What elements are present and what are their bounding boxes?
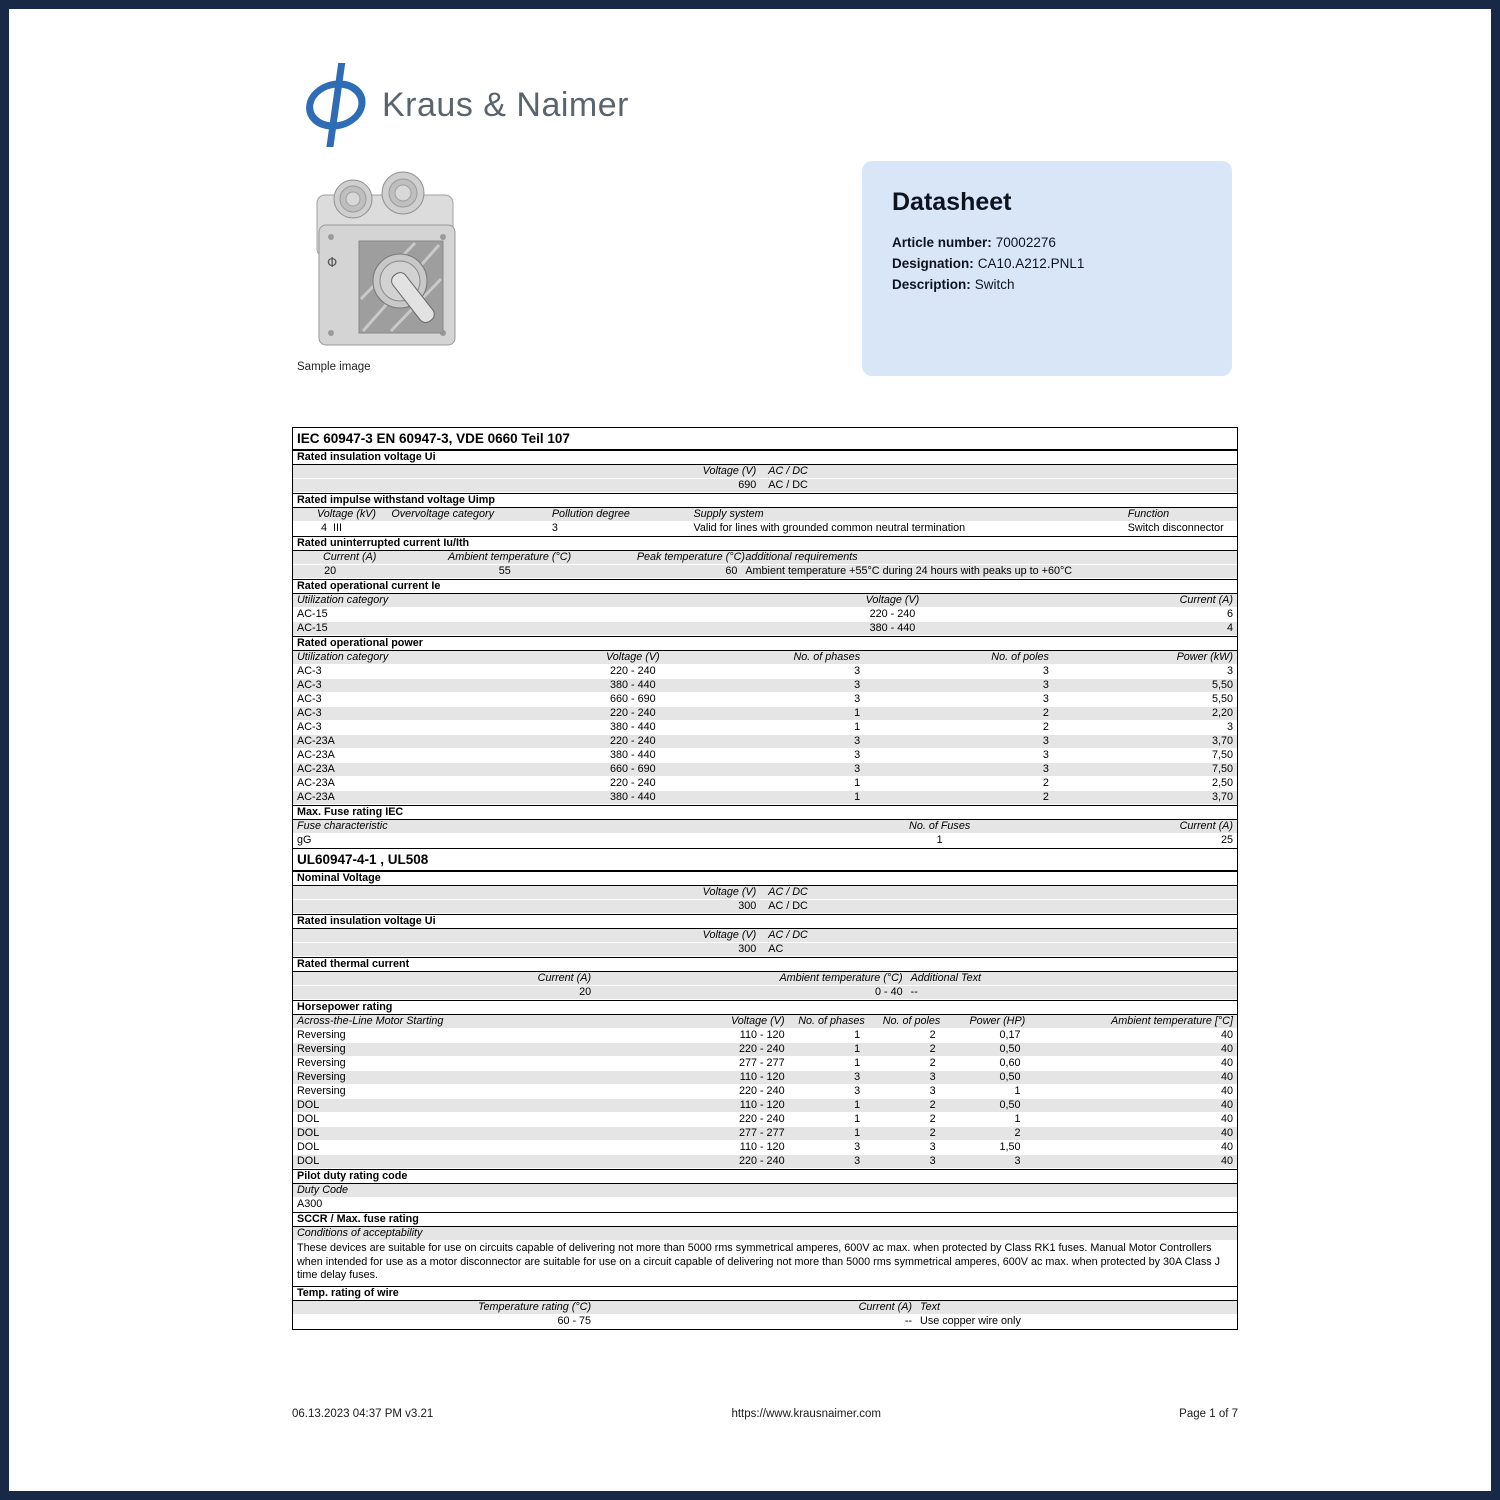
table-cell: 2 — [929, 1057, 936, 1069]
table-cell: 0,50 — [999, 1043, 1021, 1055]
table-cell: 3 — [854, 679, 861, 691]
table-cell: No. of phases — [798, 1015, 865, 1027]
table-header-row — [293, 1184, 1237, 1198]
table-cell: 2 — [929, 1029, 936, 1041]
footer-page-number: Page 1 of 7 — [1179, 1408, 1238, 1420]
table-cell: 5,50 — [1211, 679, 1233, 691]
table-data-row — [293, 479, 1237, 493]
description-field — [892, 274, 1202, 295]
table-cell: Rated insulation voltage Ui — [297, 451, 436, 463]
table-data-row — [293, 693, 1237, 707]
table-cell: Use copper wire only — [920, 1314, 1021, 1327]
table-cell: UL60947-4-1 , UL508 — [297, 852, 429, 867]
table-cell: 380 - 440 — [610, 721, 656, 733]
description-label: Description: — [892, 277, 971, 292]
table-cell: Additional Text — [910, 972, 982, 984]
table-cell: Switch disconnector — [1127, 522, 1224, 534]
table-cell: 1 — [854, 791, 861, 803]
table-cell: Rated impulse withstand voltage Uimp — [297, 494, 495, 506]
table-data-row — [293, 763, 1237, 777]
table-cell: AC-3 — [297, 665, 322, 677]
table-data-row — [293, 665, 1237, 679]
table-cell: 2 — [1014, 1127, 1021, 1139]
table-data-row — [293, 943, 1237, 957]
table-cell: Reversing — [297, 1057, 346, 1069]
table-cell: 3 — [1226, 721, 1233, 733]
table-cell: 40 — [1220, 1085, 1233, 1097]
table-cell: AC-3 — [297, 693, 322, 705]
table-data-row — [293, 900, 1237, 914]
table-cell: 2 — [1042, 707, 1049, 719]
table-cell: 220 - 240 — [610, 777, 656, 789]
table-cell: 2 — [929, 1043, 936, 1055]
table-data-row — [293, 777, 1237, 791]
table-cell: 220 - 240 — [738, 1113, 785, 1125]
table-cell: Rated insulation voltage Ui — [297, 915, 436, 927]
table-cell: Current (A) — [858, 1300, 913, 1313]
table-cell: 380 - 440 — [610, 749, 656, 761]
table-cell: Reversing — [297, 1029, 346, 1041]
table-cell: 690 — [738, 479, 757, 491]
table-cell: 20 — [324, 565, 337, 577]
svg-text:Φ: Φ — [327, 256, 338, 271]
table-section-row — [293, 636, 1237, 651]
table-cell: Power (HP) — [969, 1015, 1026, 1027]
table-cell: 3 — [929, 1155, 936, 1167]
designation-label: Designation: — [892, 256, 974, 271]
table-cell: 3 — [1042, 735, 1049, 747]
table-cell: 1,50 — [999, 1141, 1021, 1153]
table-cell: AC / DC — [768, 900, 808, 912]
table-cell: Reversing — [297, 1043, 346, 1055]
table-section-row — [293, 1000, 1237, 1015]
table-cell: AC-15 — [297, 622, 328, 634]
table-data-row — [293, 1113, 1237, 1127]
table-cell: No. of phases — [793, 651, 861, 663]
phi-logo-icon — [292, 61, 366, 149]
table-cell: SCCR / Max. fuse rating — [297, 1213, 419, 1225]
table-cell: 2,20 — [1211, 707, 1233, 719]
table-cell: DOL — [297, 1141, 320, 1153]
table-cell: 2 — [929, 1113, 936, 1125]
table-cell: 0,17 — [999, 1029, 1021, 1041]
table-cell: 3,70 — [1211, 791, 1233, 803]
table-cell: 1 — [854, 777, 861, 789]
table-cell: Power (kW) — [1176, 651, 1233, 663]
table-header-row — [293, 508, 1237, 522]
datasheet-fields — [892, 232, 1202, 295]
article-number-value: 70002276 — [995, 235, 1056, 250]
table-cell: AC-15 — [297, 608, 328, 620]
table-data-row — [293, 608, 1237, 622]
table-cell: Supply system — [693, 508, 764, 520]
table-cell: Ambient temperature (°C) — [448, 551, 572, 563]
table-cell: 6 — [1226, 608, 1233, 620]
table-cell: 40 — [1220, 1155, 1233, 1167]
brand-name: Kraus & Naimer — [382, 85, 629, 124]
table-cell: Voltage (V) — [730, 1015, 785, 1027]
datasheet-info-box — [862, 161, 1232, 376]
table-cell: Voltage (V) — [606, 651, 660, 663]
table-data-row — [293, 791, 1237, 805]
table-cell: AC-23A — [297, 735, 335, 747]
table-cell: 1 — [1014, 1085, 1021, 1097]
table-cell: Rated operational power — [297, 637, 423, 649]
table-cell: 2 — [1042, 791, 1049, 803]
datasheet-title: Datasheet — [892, 188, 1012, 216]
table-cell: Current (A) — [537, 972, 592, 984]
article-number-label: Article number: — [892, 235, 992, 250]
table-section-row — [293, 914, 1237, 929]
table-cell: No. of poles — [882, 1015, 941, 1027]
table-cell: additional requirements — [745, 551, 858, 563]
table-header-row — [293, 886, 1237, 900]
table-cell: AC-3 — [297, 679, 322, 691]
table-section-row — [293, 871, 1237, 886]
table-cell: Ambient temperature (°C) — [779, 972, 903, 984]
table-data-row — [293, 735, 1237, 749]
table-cell: AC-23A — [297, 763, 335, 775]
table-cell: 110 - 120 — [739, 1029, 785, 1041]
table-cell: 20 — [579, 986, 592, 998]
table-cell: 220 - 240 — [869, 608, 916, 620]
table-cell: 380 - 440 — [610, 679, 656, 691]
table-data-row — [293, 1085, 1237, 1099]
table-cell: Across-the-Line Motor Starting — [297, 1015, 444, 1027]
table-cell: 110 - 120 — [739, 1141, 785, 1153]
table-cell: 1 — [854, 1099, 861, 1111]
table-cell: 3 — [854, 1141, 861, 1153]
table-cell: Ambient temperature +55°C during 24 hours with peaks up to +60°C — [745, 565, 1073, 577]
table-cell: 40 — [1220, 1071, 1233, 1083]
table-cell: Overvoltage category — [391, 508, 495, 520]
table-cell: No. of poles — [991, 651, 1049, 663]
table-cell: 3,70 — [1211, 735, 1233, 747]
table-cell: Utilization category — [297, 594, 389, 606]
table-cell: Rated uninterrupted current Iu/Ith — [297, 537, 470, 549]
description-value: Switch — [974, 277, 1015, 292]
table-cell: 3 — [1014, 1155, 1021, 1167]
page-footer — [292, 1408, 1238, 1420]
table-cell: 220 - 240 — [738, 1085, 785, 1097]
table-cell: 0,50 — [999, 1099, 1021, 1111]
table-header-row — [293, 651, 1237, 665]
table-cell: Current (A) — [1179, 594, 1233, 606]
table-big-row — [293, 428, 1237, 450]
table-cell: 220 - 240 — [738, 1155, 785, 1167]
table-section-row — [293, 536, 1237, 551]
table-cell: 40 — [1220, 1141, 1233, 1153]
table-cell: 1 — [854, 1113, 861, 1125]
table-data-row — [293, 522, 1237, 536]
table-cell: Current (A) — [323, 551, 377, 563]
table-cell: 3 — [854, 735, 861, 747]
table-header-row — [293, 465, 1237, 479]
table-cell: 2 — [1042, 777, 1049, 789]
table-cell: 220 - 240 — [610, 707, 656, 719]
table-cell: 110 - 120 — [739, 1071, 785, 1083]
table-cell: 1 — [854, 1127, 861, 1139]
table-cell: 1 — [854, 1043, 861, 1055]
table-cell: 3 — [854, 665, 861, 677]
table-cell: 25 — [1220, 834, 1233, 846]
table-data-row — [293, 679, 1237, 693]
table-cell: 3 — [854, 749, 861, 761]
table-cell: 55 — [498, 565, 511, 577]
table-header-row — [293, 1301, 1237, 1315]
table-cell: Duty Code — [297, 1184, 349, 1196]
table-cell: -- — [910, 986, 918, 998]
table-cell: 3 — [1042, 763, 1049, 775]
table-header-row — [293, 1015, 1237, 1029]
table-header-row — [293, 551, 1237, 565]
table-cell: 40 — [1220, 1043, 1233, 1055]
table-cell: 3 — [929, 1085, 936, 1097]
table-data-row — [293, 622, 1237, 636]
table-cell: gG — [297, 834, 312, 846]
table-text-row — [293, 1241, 1237, 1286]
table-cell: Text — [920, 1300, 941, 1313]
table-cell: DOL — [297, 1113, 320, 1125]
table-data-row — [293, 707, 1237, 721]
table-cell: 3 — [1042, 749, 1049, 761]
table-cell: 1 — [854, 707, 861, 719]
table-data-row — [293, 1099, 1237, 1113]
table-header-row — [293, 972, 1237, 986]
table-cell: Function — [1127, 508, 1170, 520]
table-cell: 220 - 240 — [610, 735, 656, 747]
table-cell: Peak temperature (°C) — [636, 551, 745, 563]
table-cell: 1 — [936, 834, 943, 846]
table-cell: 380 - 440 — [610, 791, 656, 803]
table-cell: IEC 60947-3 EN 60947-3, VDE 0660 Teil 107 — [297, 431, 570, 446]
table-data-row — [293, 1029, 1237, 1043]
table-data-row — [293, 721, 1237, 735]
table-cell: 3 — [551, 522, 558, 534]
table-cell: Max. Fuse rating IEC — [297, 806, 404, 818]
table-cell: 5,50 — [1211, 693, 1233, 705]
table-cell: 3 — [929, 1071, 936, 1083]
table-cell: Voltage (V) — [702, 886, 757, 898]
table-cell: 40 — [1220, 1099, 1233, 1111]
table-cell: AC / DC — [768, 465, 808, 477]
table-cell: 0,60 — [999, 1057, 1021, 1069]
table-cell: 2 — [1042, 721, 1049, 733]
table-cell: 0 - 40 — [874, 986, 903, 998]
table-cell: AC / DC — [768, 886, 808, 898]
table-cell: Voltage (V) — [702, 929, 757, 941]
table-cell: Rated operational current Ie — [297, 580, 441, 592]
article-number-field — [892, 232, 1202, 253]
table-cell: 7,50 — [1211, 763, 1233, 775]
table-cell: 3 — [854, 1155, 861, 1167]
table-cell: Conditions of acceptability — [297, 1227, 423, 1239]
table-cell: 1 — [854, 1057, 861, 1069]
table-cell: 300 — [738, 943, 757, 955]
table-cell: 1 — [854, 1029, 861, 1041]
table-cell: DOL — [297, 1155, 320, 1167]
table-cell: Utilization category — [297, 651, 389, 663]
table-cell: 220 - 240 — [610, 665, 656, 677]
table-cell: 2 — [929, 1099, 936, 1111]
table-cell: 40 — [1220, 1127, 1233, 1139]
table-cell: 3 — [1042, 679, 1049, 691]
table-cell: DOL — [297, 1099, 320, 1111]
table-section-row — [293, 493, 1237, 508]
table-cell: Temperature rating (°C) — [477, 1300, 592, 1313]
table-cell: Pilot duty rating code — [297, 1170, 408, 1182]
table-cell: AC-23A — [297, 791, 335, 803]
table-cell: AC / DC — [768, 479, 808, 491]
footer-url[interactable]: https://www.krausnaimer.com — [731, 1408, 882, 1420]
product-image — [305, 169, 465, 359]
table-section-row — [293, 1212, 1237, 1227]
table-cell: 4 III — [321, 522, 343, 534]
table-cell: AC — [768, 943, 784, 955]
table-cell: 380 - 440 — [869, 622, 916, 634]
table-cell: 1 — [1014, 1113, 1021, 1125]
table-data-row — [293, 1141, 1237, 1155]
table-cell: Rated thermal current — [297, 958, 410, 970]
table-cell: 2 — [929, 1127, 936, 1139]
table-cell: 60 — [725, 565, 738, 577]
table-section-row — [293, 805, 1237, 820]
table-cell: 4 — [1226, 622, 1233, 634]
switch-illustration — [305, 169, 465, 354]
table-data-row — [293, 834, 1237, 848]
table-data-row — [293, 1057, 1237, 1071]
sample-image-caption: Sample image — [297, 361, 371, 373]
table-cell: 3 — [1226, 665, 1233, 677]
table-cell: AC-3 — [297, 721, 322, 733]
table-cell: 3 — [854, 693, 861, 705]
table-cell: Fuse characteristic — [297, 820, 388, 832]
table-cell: Horsepower rating — [297, 1001, 393, 1013]
table-cell: 3 — [1042, 665, 1049, 677]
table-cell: 1 — [854, 721, 861, 733]
table-cell: 3 — [854, 1071, 861, 1083]
table-data-row — [293, 986, 1237, 1000]
spec-table — [292, 427, 1238, 1330]
table-section-row — [293, 450, 1237, 465]
table-cell: 3 — [854, 1085, 861, 1097]
table-cell: Temp. rating of wire — [297, 1286, 399, 1299]
table-cell: A300 — [297, 1198, 323, 1210]
table-cell: DOL — [297, 1127, 320, 1139]
table-cell: -- — [904, 1314, 913, 1327]
table-cell: 40 — [1220, 1057, 1233, 1069]
table-cell: Valid for lines with grounded common neutral termination — [693, 522, 966, 534]
table-cell: AC-23A — [297, 777, 335, 789]
table-cell: 7,50 — [1211, 749, 1233, 761]
table-cell: 40 — [1220, 1029, 1233, 1041]
table-header-row — [293, 929, 1237, 943]
table-header-row — [293, 1227, 1237, 1241]
table-data-row — [293, 1043, 1237, 1057]
table-data-row — [293, 565, 1237, 579]
table-data-row — [293, 1315, 1237, 1329]
table-header-row — [293, 594, 1237, 608]
table-cell: 660 - 690 — [610, 693, 656, 705]
table-cell: 40 — [1220, 1113, 1233, 1125]
table-cell: 277 - 277 — [738, 1127, 785, 1139]
brand-header — [292, 61, 629, 149]
table-cell: 3 — [929, 1141, 936, 1153]
table-cell: Voltage (V) — [702, 465, 757, 477]
footer-timestamp: 06.13.2023 04:37 PM v3.21 — [292, 1408, 434, 1420]
table-header-row — [293, 820, 1237, 834]
table-cell: 660 - 690 — [610, 763, 656, 775]
table-cell: These devices are suitable for use on circuits capable of delivering not more than 5000 rms symmetrical amperes, 600V ac max. when protected by Class RK1 fuses. Manual Motor Controllers when intended for use as a motor disconnector are suitable for use on a circuit capable of delivering not more than 5000 rms symmetrical amperes, 600V ac max. when protected by 30A Class J time delay fuses. — [297, 1242, 1221, 1281]
table-section-row — [293, 579, 1237, 594]
table-cell: 300 — [738, 900, 757, 912]
table-cell: 3 — [1042, 693, 1049, 705]
table-data-row — [293, 1127, 1237, 1141]
table-section-row — [293, 957, 1237, 972]
table-cell: AC-23A — [297, 749, 335, 761]
table-data-row — [293, 1198, 1237, 1212]
table-cell: 110 - 120 — [739, 1099, 785, 1111]
table-cell: Pollution degree — [551, 508, 630, 520]
table-section-row — [293, 1286, 1237, 1301]
table-data-row — [293, 1071, 1237, 1085]
table-cell: AC-3 — [297, 707, 322, 719]
table-cell: Nominal Voltage — [297, 872, 381, 884]
table-cell: No. of Fuses — [909, 820, 971, 832]
table-cell: 0,50 — [999, 1071, 1021, 1083]
designation-field — [892, 253, 1202, 274]
table-cell: 220 - 240 — [738, 1043, 785, 1055]
table-cell: Reversing — [297, 1085, 346, 1097]
designation-value: CA10.A212.PNL1 — [977, 256, 1085, 271]
table-cell: Ambient temperature [°C] — [1111, 1015, 1233, 1027]
table-data-row — [293, 749, 1237, 763]
table-cell: 277 - 277 — [738, 1057, 785, 1069]
table-cell: 60 - 75 — [557, 1314, 592, 1327]
table-section-row — [293, 1169, 1237, 1184]
table-cell: 2,50 — [1211, 777, 1233, 789]
table-cell: Current (A) — [1179, 820, 1233, 832]
table-cell: Voltage (V) — [865, 594, 920, 606]
table-big-row — [293, 848, 1237, 871]
table-cell: AC / DC — [768, 929, 808, 941]
table-data-row — [293, 1155, 1237, 1169]
table-cell: Voltage (kV) — [317, 508, 377, 520]
table-cell: Reversing — [297, 1071, 346, 1083]
table-cell: 3 — [854, 763, 861, 775]
